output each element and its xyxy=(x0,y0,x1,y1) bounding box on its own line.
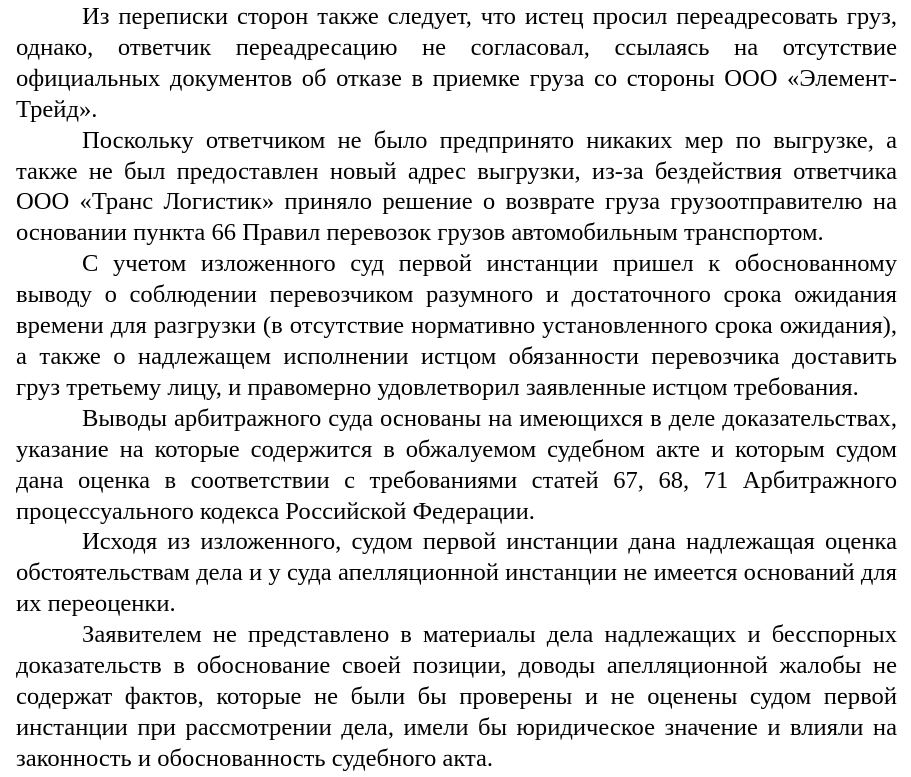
paragraph-1: Из переписки сторон также следует, что истец просил переадресовать груз, однако, ответчик переадресацию не согласовал, ссылаясь на отсутствие официальных документов об отказе в приемке груза со стороны ООО «Элемент-Трейд». xyxy=(16,3,897,123)
paragraph-3: С учетом изложенного суд первой инстанции пришел к обоснованному выводу о соблюдении перевозчиком разумного и достаточного срока ожидания времени для разгрузки (в отсутствие нормативно установленного срока ожидания), а также о надлежащем исполнении истцом обязанности перевозчика доставить груз третьему лицу, и правомерно удовлетворил заявленные истцом требования. xyxy=(16,250,897,401)
paragraph-5: Исходя из изложенного, судом первой инстанции дана надлежащая оценка обстоятельствам дела и у суда апелляционной инстанции не имеется оснований для их переоценки. xyxy=(16,528,897,618)
paragraph-6: Заявителем не представлено в материалы дела надлежащих и бесспорных доказательств в обоснование своей позиции, доводы апелляционной жалобы не содержат фактов, которые не были бы проверены и не оценены судом первой инстанции при рассмотрении дела, имели бы юридическое значение и влияли на законность и обоснованность судебного акта. xyxy=(16,621,897,772)
paragraph-4: Выводы арбитражного суда основаны на имеющихся в деле доказательствах, указание на которые содержится в обжалуемом судебном акте и которым судом дана оценка в соответствии с требованиями статей 67, 68, 71 Арбитражного процессуального кодекса Российской Федерации. xyxy=(16,404,897,525)
paragraph-2: Поскольку ответчиком не было предпринято никаких мер по выгрузке, а также не был предоставлен новый адрес выгрузки, из-за бездействия ответчика ООО «Транс Логистик» приняло решение о возврате груза грузоотправителю на основании пункта 66 Правил перевозок грузов автомобильным транспортом. xyxy=(16,126,897,247)
